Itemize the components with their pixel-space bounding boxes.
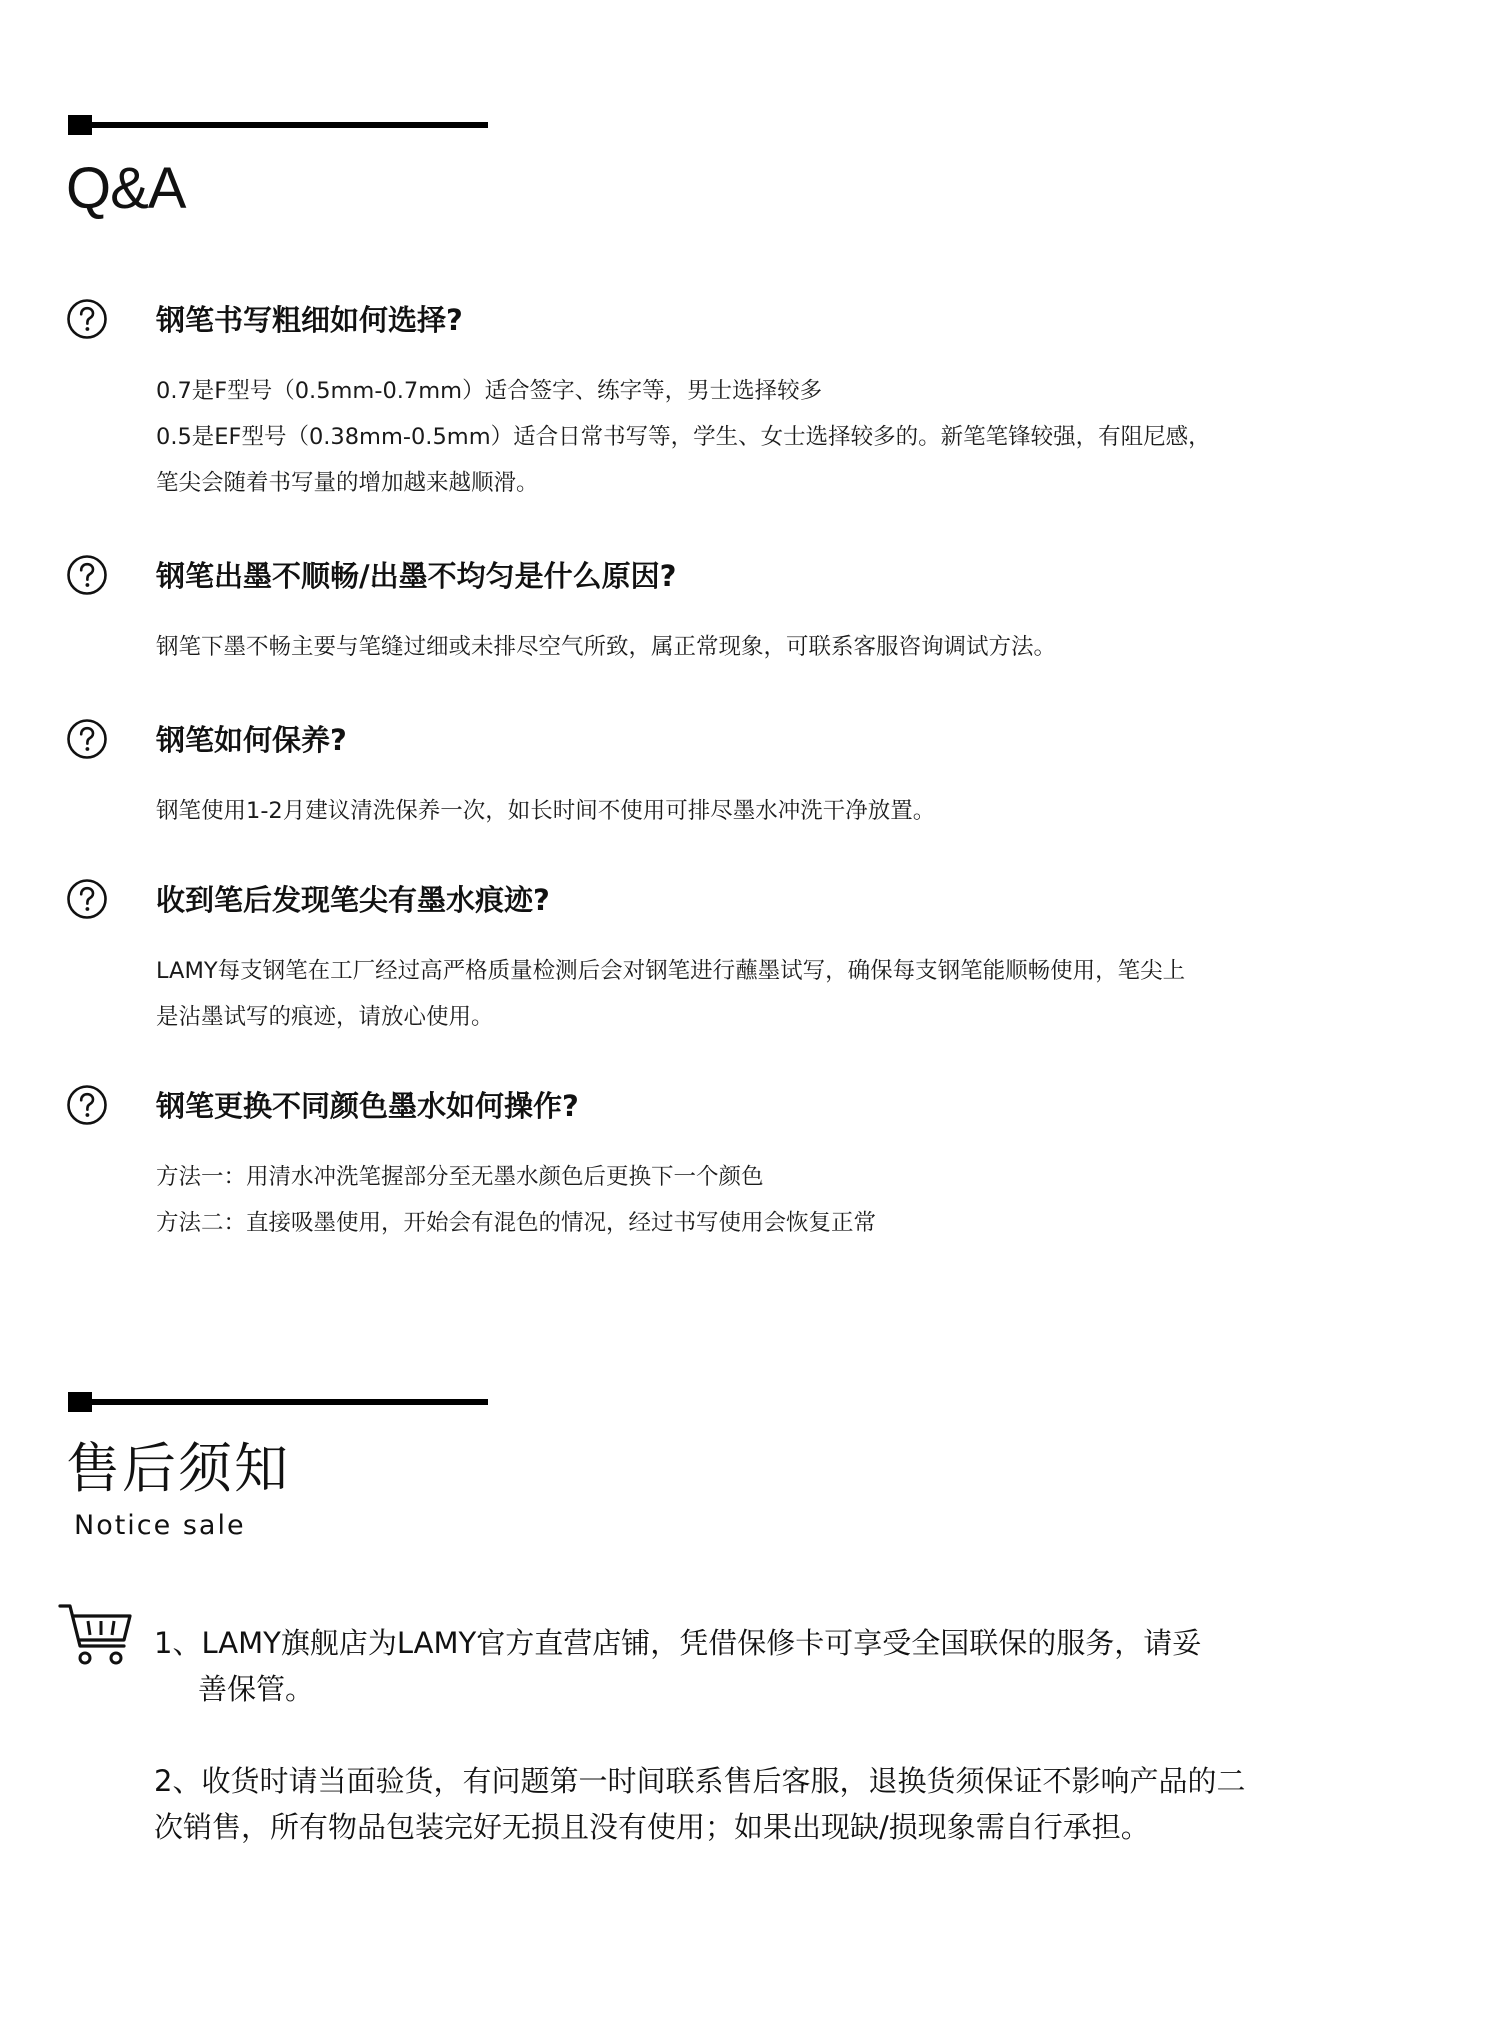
answer-line: 笔尖会随着书写量的增加越来越顺滑。 [156,470,539,496]
qa-rule-line [90,122,488,128]
notice-item-line: 2、收货时请当面验货，有问题第一时间联系售后客服，退换货须保证不影响产品的二 [154,1764,1246,1798]
notice-title: 售后须知 [66,1437,290,1500]
answer-line: 0.5是EF型号（0.38mm-0.5mm）适合日常书写等，学生、女士选择较多的。新笔笔锋较强，有阻尼感， [156,424,1211,450]
answer-text [156,624,1416,670]
question-circle-icon [66,718,108,760]
notice-list [154,1620,1394,1896]
answer-text [156,948,1416,1040]
question-text: 钢笔出墨不顺畅/出墨不均匀是什么原因? [156,559,677,593]
qa-rule-square [68,115,92,135]
qa-section-rule [68,115,488,135]
answer-text [156,368,1416,506]
question-text: 收到笔后发现笔尖有墨水痕迹? [156,883,550,917]
notice-section-rule [68,1392,488,1412]
notice-rule-line [90,1399,488,1405]
shopping-cart-icon [58,1602,134,1668]
question-text: 钢笔如何保养? [156,723,347,757]
question-text: 钢笔书写粗细如何选择? [156,303,463,337]
notice-item-line: 善保管。 [198,1672,315,1706]
notice-item [154,1620,1394,1712]
qa-title: Q&A [66,156,186,221]
answer-line: 0.7是F型号（0.5mm-0.7mm）适合签字、练字等，男士选择较多 [156,378,823,404]
answer-line: 是沾墨试写的痕迹，请放心使用。 [156,1004,494,1030]
question-circle-icon [66,298,108,340]
answer-line: LAMY每支钢笔在工厂经过高严格质量检测后会对钢笔进行蘸墨试写，确保每支钢笔能顺畅使用，笔尖上 [156,958,1186,984]
question-circle-icon [66,878,108,920]
question-text: 钢笔更换不同颜色墨水如何操作? [156,1089,579,1123]
notice-rule-square [68,1392,92,1412]
answer-text [156,1154,1416,1246]
notice-item-line: 次销售，所有物品包装完好无损且没有使用；如果出现缺/损现象需自行承担。 [154,1810,1150,1844]
question-circle-icon [66,1084,108,1126]
question-circle-icon [66,554,108,596]
notice-item-line: 1、LAMY旗舰店为LAMY官方直营店铺，凭借保修卡可享受全国联保的服务，请妥 [154,1626,1202,1660]
notice-subtitle: Notice sale [74,1510,246,1541]
notice-item [154,1758,1394,1850]
answer-line: 钢笔使用1-2月建议清洗保养一次，如长时间不使用可排尽墨水冲洗干净放置。 [156,798,936,824]
answer-text [156,788,1416,834]
answer-line: 方法一：用清水冲洗笔握部分至无墨水颜色后更换下一个颜色 [156,1164,764,1190]
answer-line: 方法二：直接吸墨使用，开始会有混色的情况，经过书写使用会恢复正常 [156,1210,877,1236]
answer-line: 钢笔下墨不畅主要与笔缝过细或未排尽空气所致，属正常现象，可联系客服咨询调试方法。 [156,634,1057,660]
